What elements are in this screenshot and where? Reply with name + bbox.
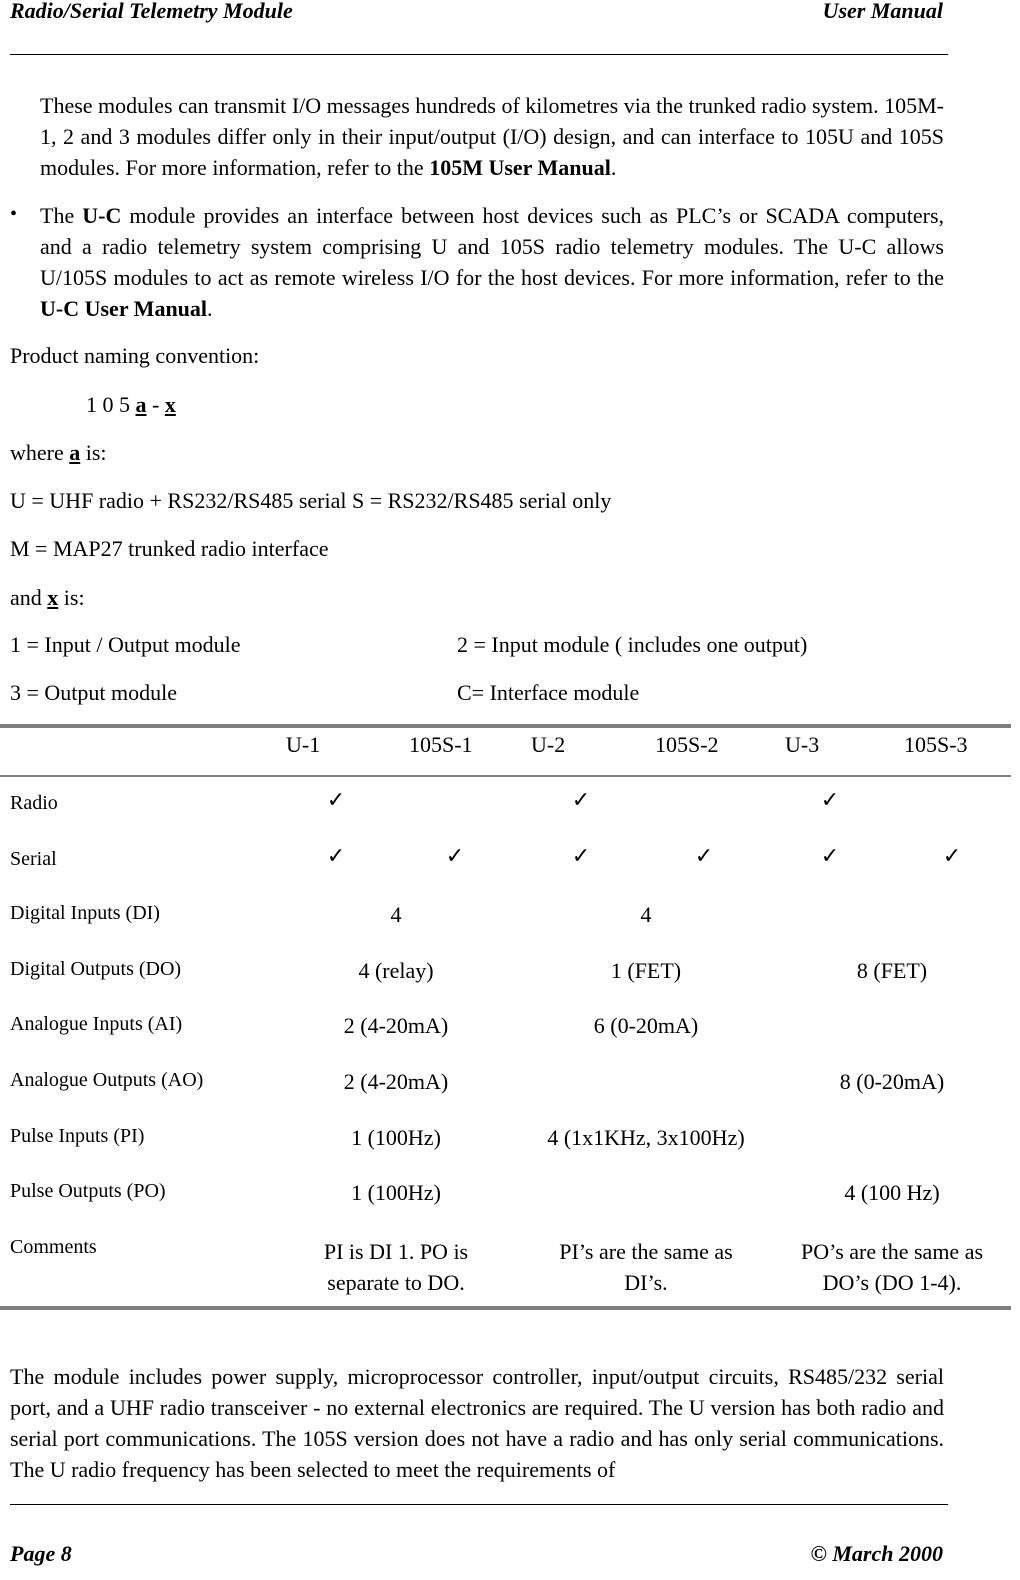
cell-pi-u1: 1 (100Hz): [351, 1125, 441, 1150]
cell-ai-u2: 6 (0-20mA): [593, 1013, 699, 1038]
check-icon: ✓: [571, 788, 591, 813]
cell-ai-u1: 2 (4-20mA): [343, 1013, 449, 1038]
col-header-u3: U-3: [785, 732, 820, 757]
check-icon: ✓: [445, 844, 465, 869]
col-header-u1: U-1: [286, 732, 321, 757]
cell-ao-u3: 8 (0-20mA): [839, 1069, 945, 1094]
option-c: C= Interface module: [457, 680, 640, 705]
col-header-105s2: 105S-2: [655, 732, 719, 757]
comment-line: DO’s (DO 1-4).: [822, 1270, 962, 1295]
copyright-date: © March 2000: [810, 1541, 943, 1566]
and-x-line: [10, 585, 85, 611]
row-label-ai: Analogue Inputs (AI): [10, 1013, 183, 1035]
cell-po-u3: 4 (100 Hz): [844, 1180, 940, 1205]
col-header-105s3: 105S-3: [904, 732, 968, 757]
check-icon: ✓: [942, 844, 962, 869]
and-pre: and: [10, 585, 48, 610]
naming-m-line: M = MAP27 trunked radio interface: [10, 536, 329, 561]
code-dash: -: [146, 392, 165, 417]
option-2: 2 = Input module ( includes one output): [457, 632, 808, 657]
naming-code: [86, 392, 176, 418]
cell-ao-u1: 2 (4-20mA): [343, 1069, 449, 1094]
check-icon: ✓: [326, 844, 346, 869]
bullet-text: module provides an interface between host devices such as PLC’s or SCADA computers, and a radio telemetry system comprising U and 105S radio telemetry modules. The U-C allows U/105S modules to act as remote wireless I/O for the host devices. For more information, refer to the: [40, 203, 945, 290]
manual-reference-uc: U-C User Manual: [40, 296, 208, 321]
row-label-di: Digital Inputs (DI): [10, 902, 160, 924]
option-1: 1 = Input / Output module: [10, 632, 241, 657]
row-label-pi: Pulse Inputs (PI): [10, 1125, 145, 1147]
check-icon: ✓: [820, 788, 840, 813]
where-a: a: [69, 440, 81, 465]
footer-rule: [10, 1504, 948, 1505]
comment-line: PI is DI 1. PO is: [323, 1239, 469, 1264]
cell-do-u2: 1 (FET): [610, 958, 682, 983]
row-label-radio: Radio: [10, 792, 58, 814]
col-header-105s1: 105S-1: [409, 732, 473, 757]
where-post: is:: [80, 440, 107, 465]
cell-di-u1: 4: [390, 902, 402, 927]
comment-line: PO’s are the same as: [800, 1239, 984, 1264]
cell-di-u2: 4: [640, 902, 652, 927]
intro-text: These modules can transmit I/O messages hundreds of kilometres via the trunked radio system. 105M-1, 2 and 3 modules differ only in their input/output (I/O) design, and can interface to 105U and 105S modules. For more information, refer to the: [40, 93, 944, 180]
code-x: x: [164, 392, 176, 417]
cell-comment-u2: [536, 1236, 756, 1298]
option-3: 3 = Output module: [10, 680, 178, 705]
check-icon: ✓: [694, 844, 714, 869]
table-bottom-rule: [0, 1306, 1011, 1310]
code-prefix: 1 0 5: [86, 392, 136, 417]
cell-po-u1: 1 (100Hz): [351, 1180, 441, 1205]
uc-module-name: U-C: [82, 203, 122, 228]
row-label-ao: Analogue Outputs (AO): [10, 1069, 204, 1091]
manual-reference-105m: 105M User Manual: [429, 155, 611, 180]
check-icon: ✓: [571, 844, 591, 869]
bullet-end: .: [207, 296, 213, 321]
cell-do-u3: 8 (FET): [856, 958, 928, 983]
intro-paragraph: [40, 90, 944, 183]
row-label-po: Pulse Outputs (PO): [10, 1180, 166, 1202]
comment-line: PI’s are the same as: [559, 1239, 733, 1264]
row-label-do: Digital Outputs (DO): [10, 958, 182, 980]
closing-paragraph: The module includes power supply, microprocessor controller, input/output circuits, RS485/232 serial port, and a UHF radio transceiver - no external electronics are required. The U version has both radio and serial port communications. The 105S version does not have a radio and has only serial communications. The U radio frequency has been selected to meet the requirements of: [10, 1364, 944, 1482]
row-label-serial: Serial: [10, 848, 57, 870]
cell-comment-u3: [782, 1236, 1002, 1298]
naming-title: Product naming convention:: [10, 343, 260, 368]
and-x: x: [47, 585, 59, 610]
header-title: Radio/Serial Telemetry Module: [10, 0, 293, 23]
uc-bullet-paragraph: [40, 200, 944, 324]
and-post: is:: [58, 585, 85, 610]
where-pre: where: [10, 440, 70, 465]
comment-line: DI’s.: [624, 1270, 668, 1295]
comment-line: separate to DO.: [327, 1270, 465, 1295]
code-a: a: [135, 392, 147, 417]
header-doc-type: User Manual: [822, 0, 943, 23]
header-rule: [10, 54, 948, 55]
naming-u-line: U = UHF radio + RS232/RS485 serial S = RS232/RS485 serial only: [10, 488, 612, 513]
bullet-marker: •: [10, 203, 18, 225]
cell-pi-u2: 4 (1x1KHz, 3x100Hz): [547, 1125, 745, 1150]
intro-end: .: [610, 155, 617, 180]
cell-do-u1: 4 (relay): [358, 958, 434, 983]
row-label-comments: Comments: [10, 1236, 97, 1258]
where-a-line: [10, 440, 107, 466]
check-icon: ✓: [820, 844, 840, 869]
cell-comment-u1: [286, 1236, 506, 1298]
check-icon: ✓: [326, 788, 346, 813]
bullet-pre: The: [40, 203, 83, 228]
col-header-u2: U-2: [531, 732, 566, 757]
table-top-rule: [0, 724, 1011, 728]
page-number: Page 8: [10, 1541, 72, 1566]
table-header-rule: [0, 775, 1011, 777]
